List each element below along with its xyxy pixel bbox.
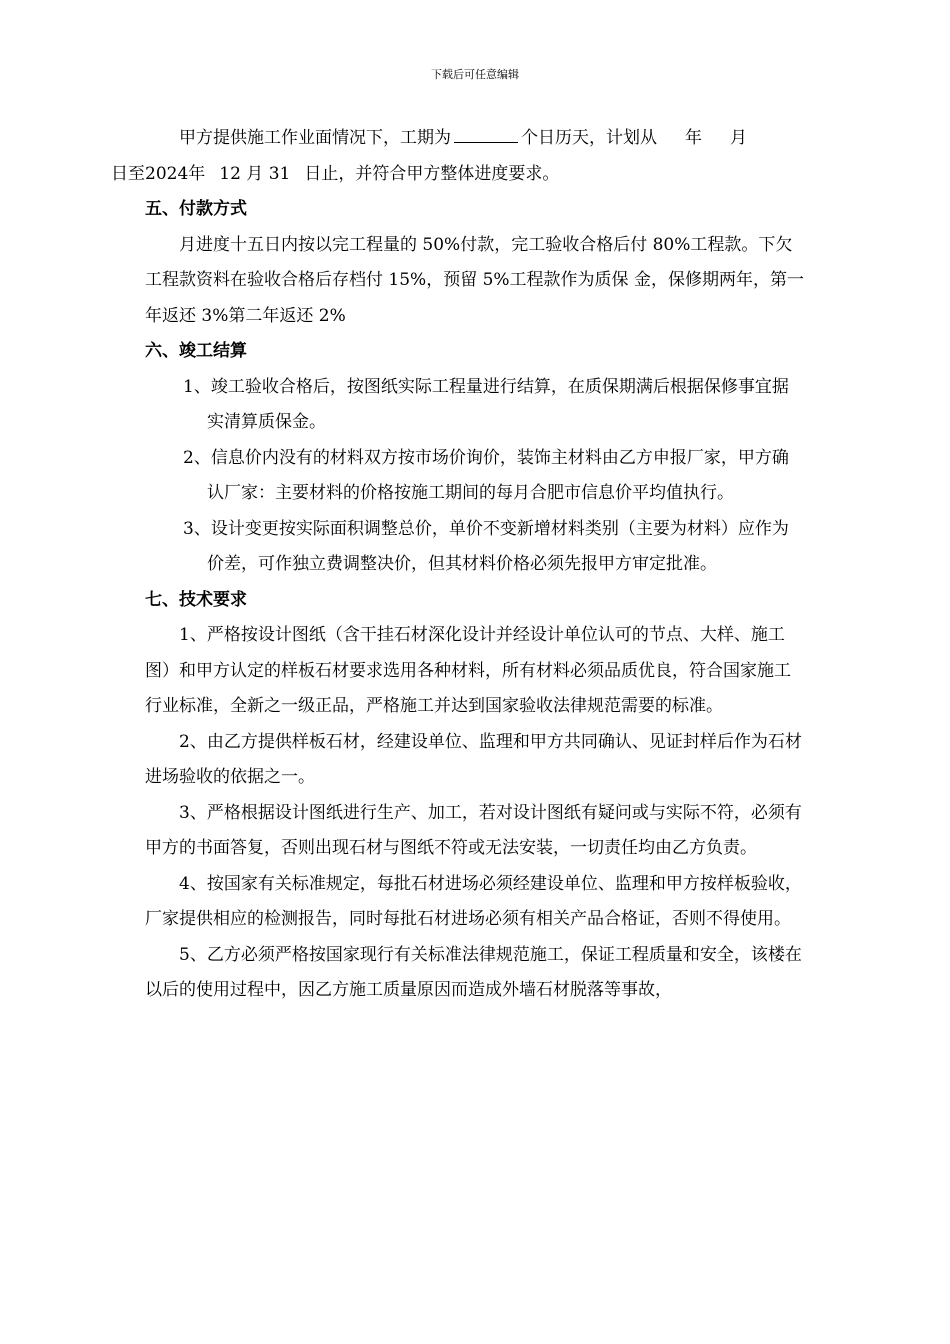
section-7-para-3: 3、严格根据设计图纸进行生产、加工，若对设计图纸有疑问或与实际不符，必须有甲方的书面答复，否则出现石材与图纸不符或无法安装，一切责任均由乙方负责。 [145, 802, 802, 858]
schedule-text-a: 甲方提供施工作业面情况下，工期为 [179, 128, 451, 148]
schedule-text-g: 日止，并符合甲方整体进度要求。 [304, 163, 560, 184]
section-6-item-2: 2、信息价内没有的材料双方按市场价询价，装饰主材料由乙方申报厂家，甲方确认厂家：主要材料的价格按施工期间的每月合肥市信息价平均值执行。 [183, 447, 789, 503]
schedule-paragraph [111, 121, 805, 192]
schedule-text-e: 日至2024年 [111, 163, 206, 184]
schedule-year: 年 [685, 128, 702, 148]
page-header: 下载后可任意编辑 [431, 68, 519, 81]
section-6-title: 六、竣工结算 [145, 341, 247, 361]
schedule-text-f: 12 月 31 [219, 163, 291, 184]
section-7-para-1: 1、严格按设计图纸（含干挂石材深化设计并经设计单位认可的节点、大样、施工图）和甲方认定的样板石材要求选用各种材料，所有材料必须品质优良，符合国家施工行业标准，全新之一级正品，严格施工并达到国家验收法律规范需要的标准。 [145, 625, 791, 716]
section-7-para-4: 4、按国家有关标准规定，每批石材进场必须经建设单位、监理和甲方按样板验收，厂家提供相应的检测报告，同时每批石材进场必须有相关产品合格证，否则不得使用。 [145, 873, 802, 929]
duration-blank [454, 128, 518, 143]
schedule-text-b: 个日历天，计划从 [521, 128, 657, 148]
document-body [111, 121, 805, 1009]
section-6-item-3: 3、设计变更按实际面积调整总价，单价不变新增材料类别（主要为材料）应作为价差，可作独立费调整决价，但其材料价格必须先报甲方审定批准。 [183, 518, 789, 574]
section-5-title: 五、付款方式 [145, 199, 247, 219]
schedule-month: 月 [730, 128, 747, 148]
section-6-item-1: 1、竣工验收合格后，按图纸实际工程量进行结算，在质保期满后根据保修事宜据实清算质保金。 [183, 376, 789, 432]
section-7-para-5: 5、乙方必须严格按国家现行有关标准法律规范施工，保证工程质量和安全，该楼在以后的使用过程中，因乙方施工质量原因而造成外墙石材脱落等事故， [145, 944, 802, 1000]
section-7-title: 七、技术要求 [145, 589, 247, 610]
section-5-text: 月进度十五日内按以完工程量的 50%付款，完工验收合格后付 80%工程款。下欠工程款资料在验收合格后存档付 15%，预留 5%工程款作为质保 金，保修期两年，第一年返还 3%第二年返还 2% [145, 234, 804, 326]
section-7-para-2: 2、由乙方提供样板石材，经建设单位、监理和甲方共同确认、见证封样后作为石材进场验收的依据之一。 [145, 731, 802, 787]
